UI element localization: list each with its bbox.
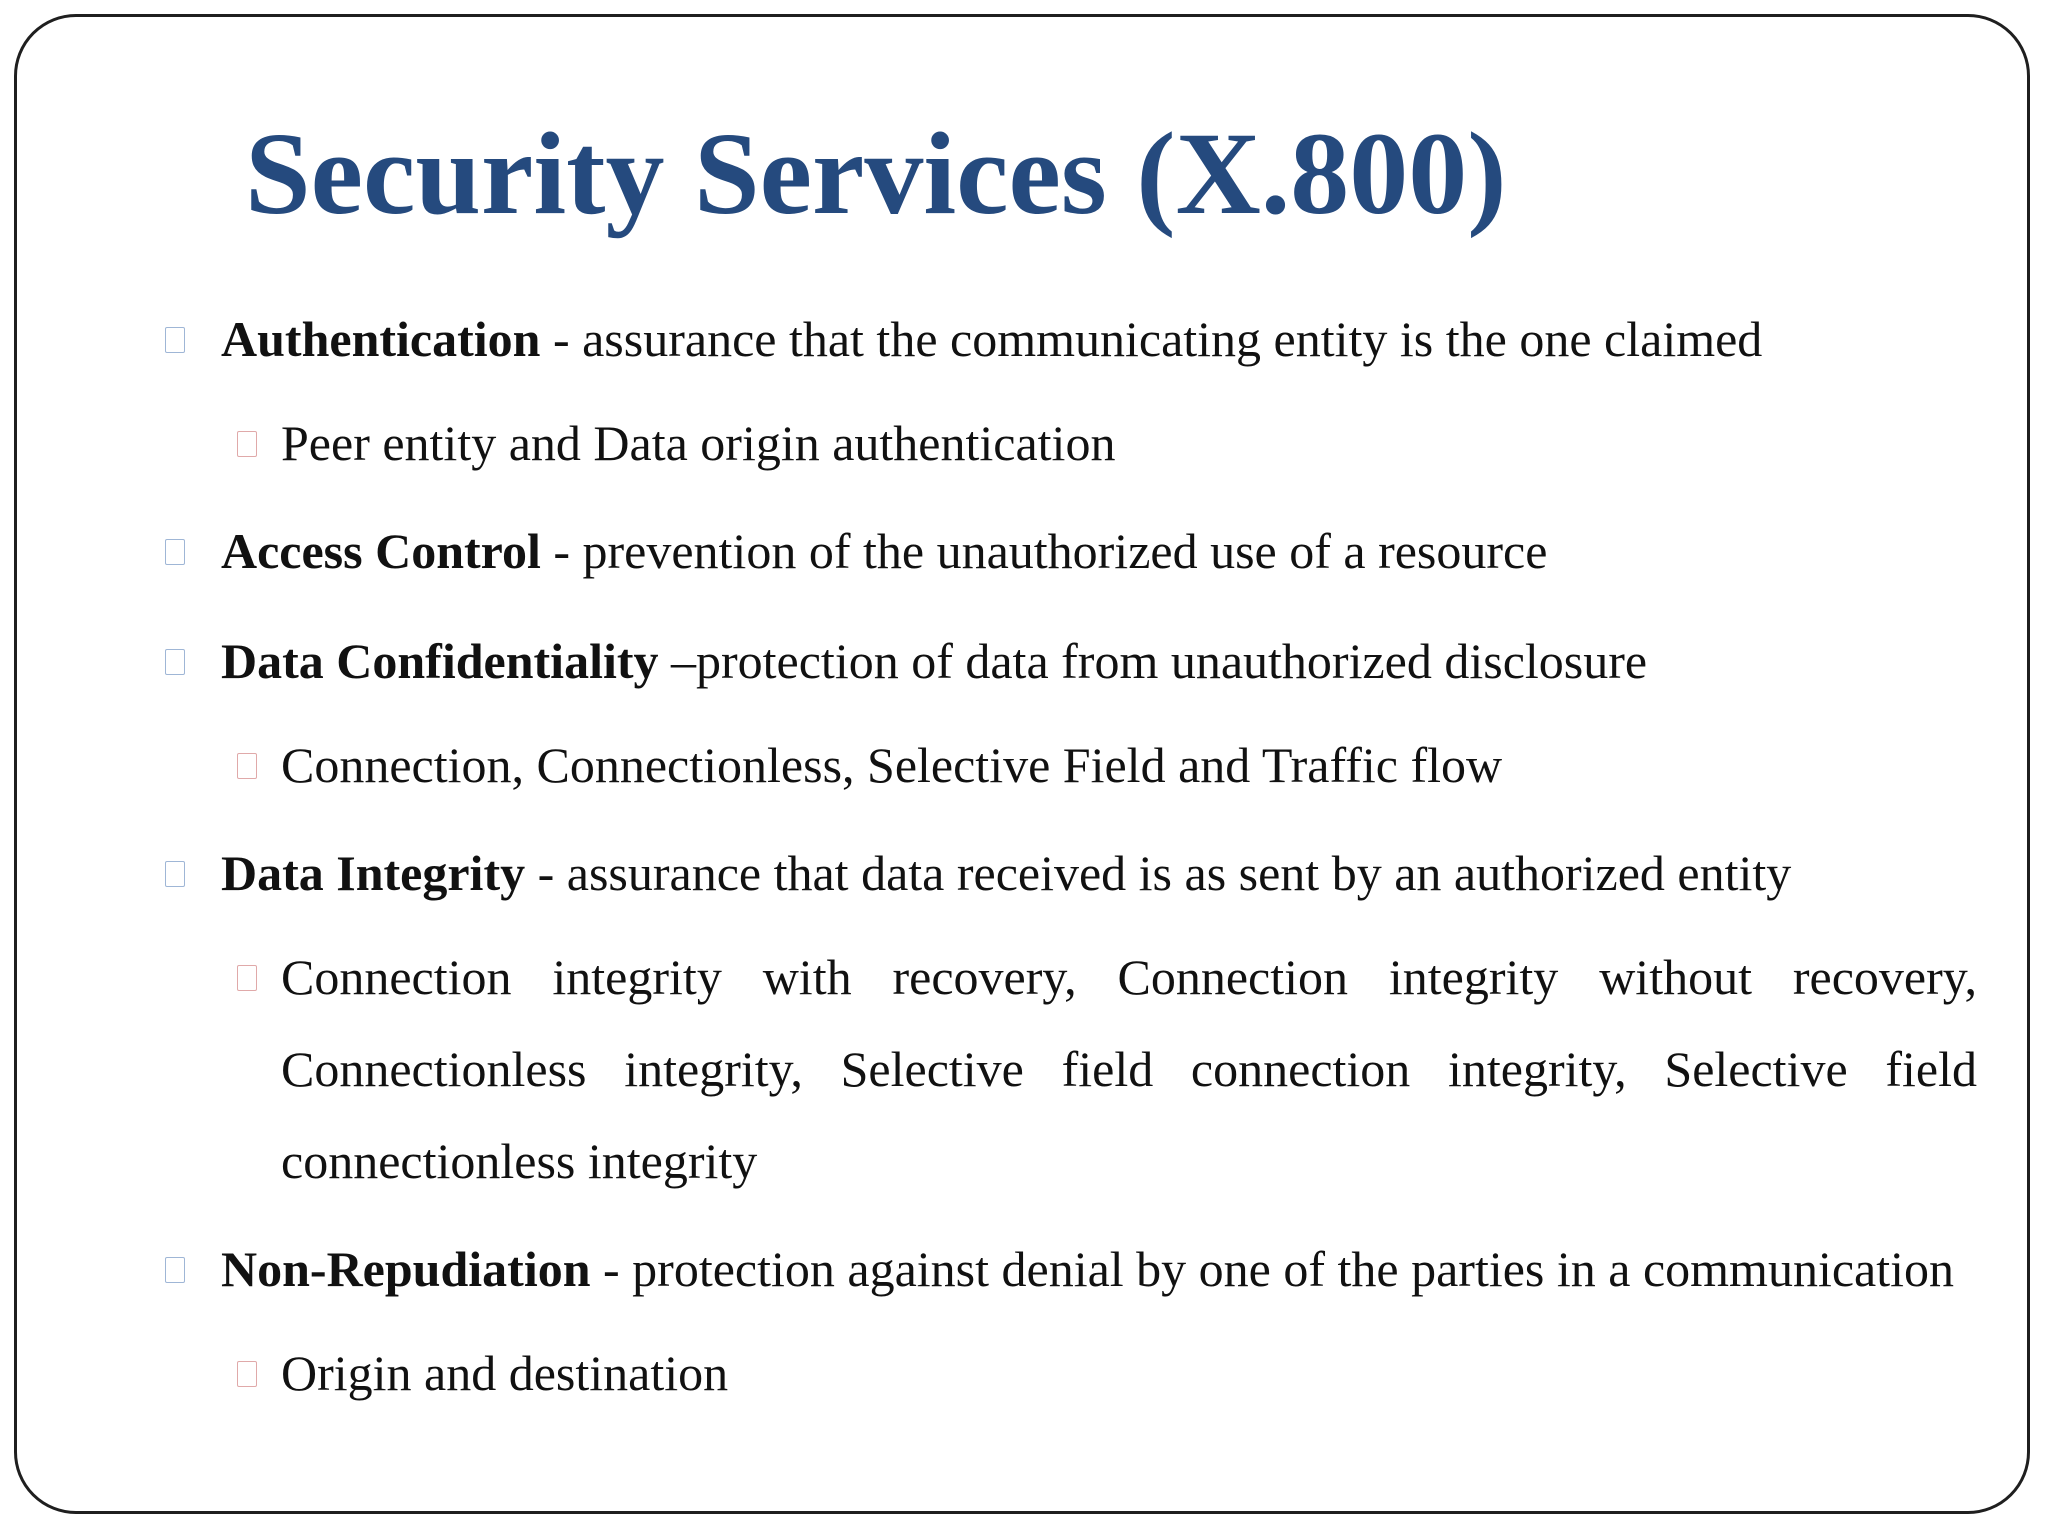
- square-sub-bullet-icon: [237, 431, 257, 457]
- sub-bullet-non-repudiation: [165, 1327, 1977, 1419]
- slide-frame: [14, 14, 2030, 1514]
- bullet-list: [165, 293, 1977, 1417]
- square-bullet-icon: [165, 327, 185, 353]
- sub-bullet-text: Connection integrity with recovery, Connection integrity without recovery, Connectionless integrity, Selective field connection integrity, Selective field connectionless integrity: [281, 949, 1977, 1189]
- square-bullet-icon: [165, 649, 185, 675]
- slide-title: Security Services (X.800): [245, 108, 1507, 239]
- bullet-access-control: [165, 505, 1977, 597]
- sub-bullet-data-confidentiality: [165, 719, 1977, 811]
- sub-bullet-authentication: [165, 397, 1977, 489]
- square-sub-bullet-icon: [237, 753, 257, 779]
- bullet-term: Access Control: [221, 523, 541, 579]
- bullet-term: Non-Repudiation: [221, 1241, 591, 1297]
- square-bullet-icon: [165, 1257, 185, 1283]
- bullet-term: Authentication: [221, 311, 541, 367]
- square-sub-bullet-icon: [237, 1361, 257, 1387]
- bullet-description: - prevention of the unauthorized use of a resource: [540, 523, 1548, 579]
- square-sub-bullet-icon: [237, 965, 257, 991]
- bullet-description: - assurance that data received is as sent by an authorized entity: [525, 845, 1792, 901]
- square-bullet-icon: [165, 539, 185, 565]
- sub-bullet-text: Origin and destination: [281, 1345, 729, 1401]
- bullet-non-repudiation: [165, 1223, 1977, 1315]
- sub-bullet-text: Peer entity and Data origin authentication: [281, 415, 1116, 471]
- bullet-description: - protection against denial by one of the parties in a communication: [590, 1241, 1955, 1297]
- bullet-term: Data Integrity: [221, 845, 526, 901]
- bullet-data-confidentiality: [165, 615, 1977, 707]
- sub-bullet-text: Connection, Connectionless, Selective Field and Traffic flow: [281, 737, 1503, 793]
- bullet-description: - assurance that the communicating entity is the one claimed: [540, 311, 1763, 367]
- bullet-authentication: [165, 293, 1977, 385]
- bullet-term: Data Confidentiality: [221, 633, 659, 689]
- bullet-data-integrity: [165, 827, 1977, 919]
- square-bullet-icon: [165, 861, 185, 887]
- sub-bullet-data-integrity: [165, 931, 1977, 1207]
- bullet-description: –protection of data from unauthorized disclosure: [658, 633, 1648, 689]
